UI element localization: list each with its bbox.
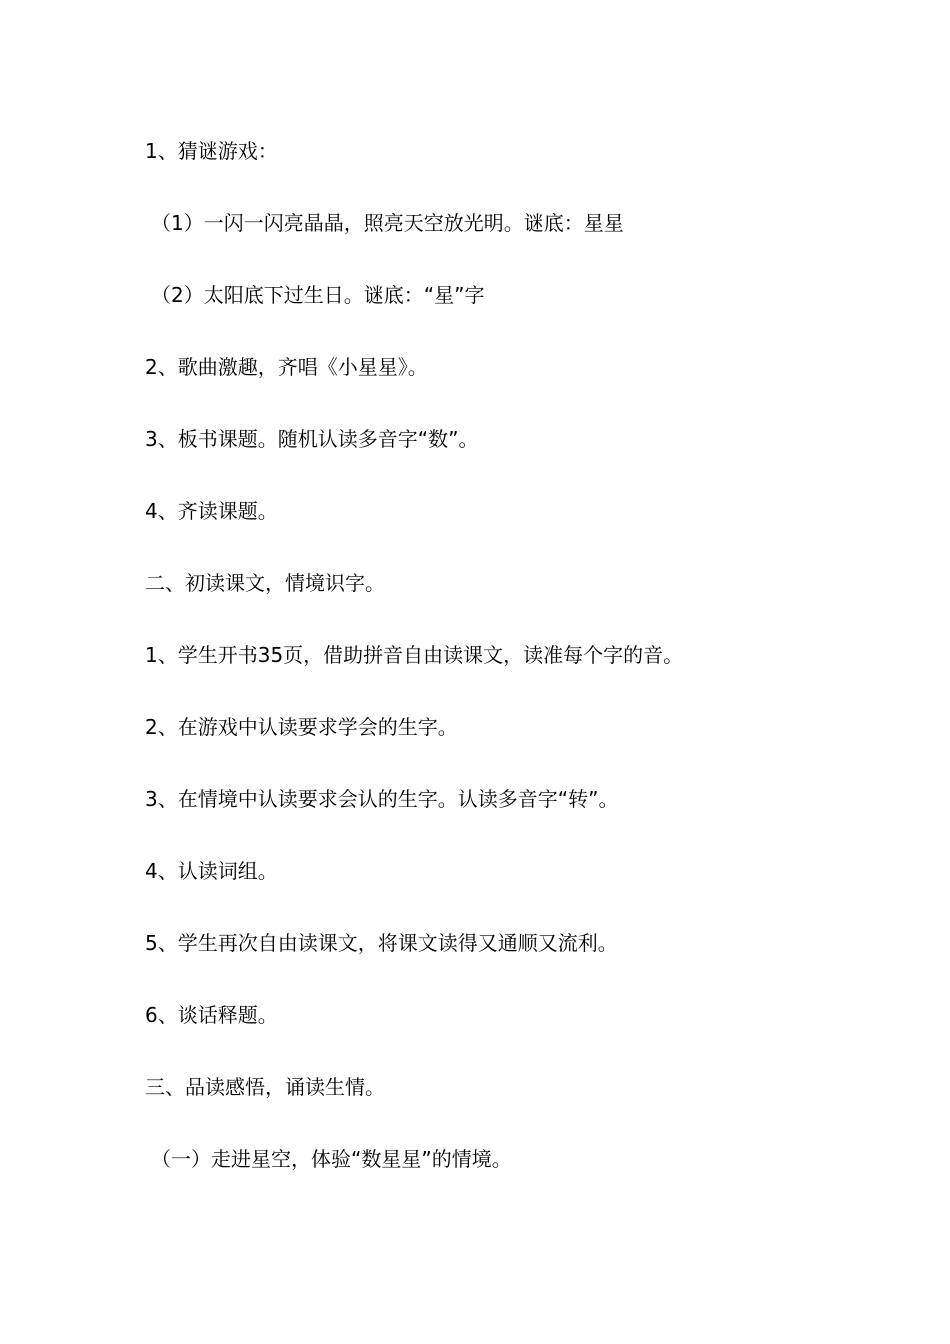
list-item-game-recognition: 2、在游戏中认读要求学会的生字。 [145, 715, 458, 739]
list-item-board-title: 3、板书课题。随机认读多音字“数”。 [145, 427, 479, 451]
list-item-phrases: 4、认读词组。 [145, 859, 278, 883]
list-item-song: 2、歌曲激趣，齐唱《小星星》。 [145, 355, 428, 379]
list-item-context-recognition: 3、在情境中认读要求会认的生字。认读多音字“转”。 [145, 787, 619, 811]
section-heading-3: 三、品读感悟，诵读生情。 [145, 1075, 385, 1099]
list-item-read-title: 4、齐读课题。 [145, 499, 278, 523]
list-item-riddle-1: （1）一闪一闪亮晶晶，照亮天空放光明。谜底：星星 [151, 211, 624, 235]
list-item-riddle-2: （2）太阳底下过生日。谜底：“星”字 [151, 283, 485, 307]
list-item-reread: 5、学生再次自由读课文，将课文读得又通顺又流利。 [145, 931, 618, 955]
list-item-explain-title: 6、谈话释题。 [145, 1003, 278, 1027]
list-item-riddle-game: 1、猜谜游戏： [145, 139, 278, 163]
section-heading-2: 二、初读课文，情境识字。 [145, 571, 385, 595]
subsection-heading-1: （一）走进星空，体验“数星星”的情境。 [151, 1147, 512, 1171]
list-item-open-book: 1、学生开书35页，借助拼音自由读课文，读准每个字的音。 [145, 643, 684, 667]
